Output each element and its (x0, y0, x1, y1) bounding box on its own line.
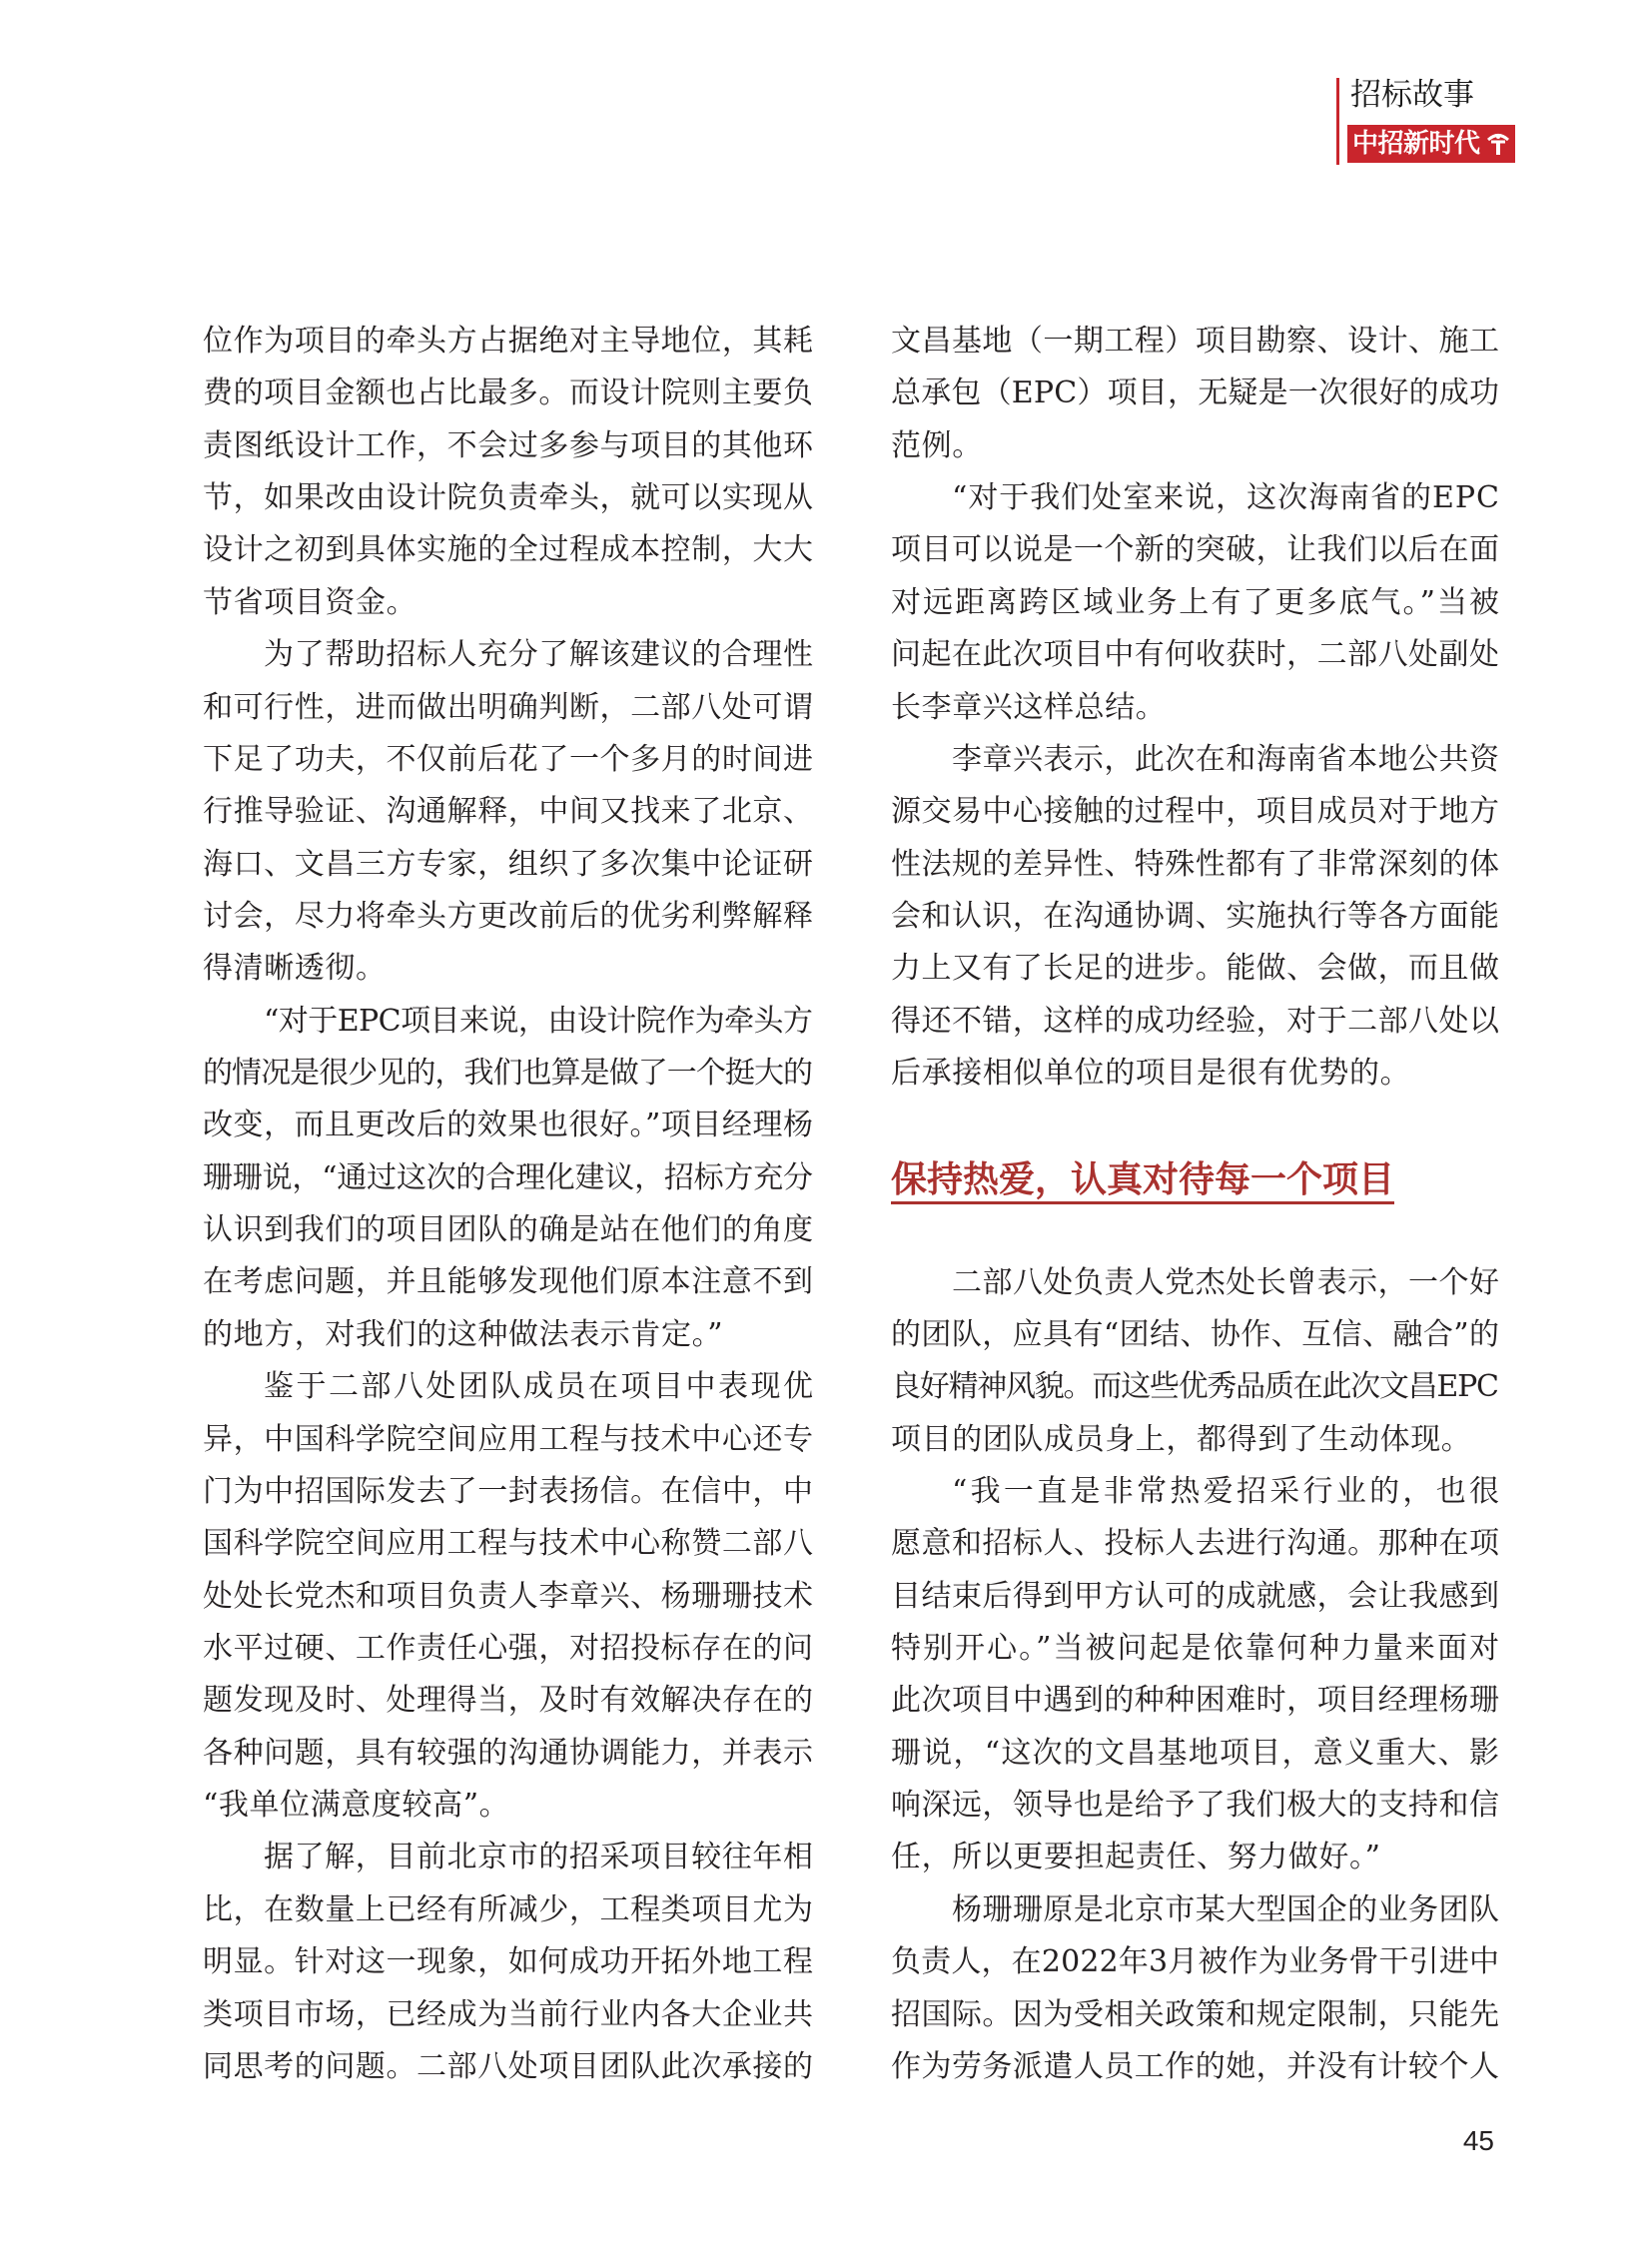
paragraph (891, 1466, 1503, 1884)
body-text-line: 任，所以更要担起责任、努力做好。” (891, 1840, 1381, 1875)
body-text-line: 负责人，在2022年3月被作为业务骨干引进中 (891, 1944, 1500, 1980)
body-text-line: 性法规的差异性、特殊性都有了非常深刻的体 (891, 846, 1500, 882)
body-text-line: 明显。针对这一现象，如何成功开拓外地工程 (203, 1944, 814, 1980)
body-text-line: 鉴于二部八处团队成员在项目中表现优 (264, 1369, 816, 1405)
body-text-line: 认识到我们的项目团队的确是站在他们的角度 (203, 1212, 814, 1248)
body-text-line: 的情况是很少见的，我们也算是做了一个挺大的 (203, 1056, 813, 1092)
body-text-line: 为了帮助招标人充分了解该建议的合理性 (264, 637, 814, 673)
left-column (203, 316, 816, 2093)
body-text-line: 和可行性，进而做出明确判断，二部八处可谓 (203, 689, 814, 725)
body-text-line: 讨会，尽力将牵头方更改前后的优劣利弊解释 (203, 898, 814, 934)
paragraph (203, 996, 813, 1362)
body-text-line: 后承接相似单位的项目是很有优势的。 (891, 1056, 1411, 1092)
brand-logo-icon (1485, 130, 1511, 158)
body-text-line: 同思考的问题。二部八处项目团队此次承接的 (203, 2048, 814, 2084)
body-text-line: 设计之初到具体实施的全过程成本控制，大大 (203, 532, 814, 568)
body-text-line: 问起在此次项目中有何收获时，二部八处副处 (891, 637, 1500, 673)
paragraph (891, 1257, 1499, 1466)
section-heading: 保持热爱，认真对待每一个项目 (891, 1159, 1394, 1204)
brand-name: 中招新时代 (1352, 129, 1480, 159)
section-title: 招标故事 (1350, 77, 1474, 113)
body-text-line: 总承包（EPC）项目，无疑是一次很好的成功 (891, 375, 1500, 411)
body-text-line: 项目可以说是一个新的突破，让我们以后在面 (891, 532, 1500, 568)
body-text-line: 处处长党杰和项目负责人李章兴、杨珊珊技术 (203, 1578, 814, 1614)
body-text-line: 文昌基地（一期工程）项目勘察、设计、施工 (891, 324, 1500, 359)
body-text-line: 会和认识，在沟通协调、实施执行等各方面能 (891, 898, 1500, 934)
body-text-line: 责图纸设计工作，不会过多参与项目的其他环 (203, 427, 814, 463)
body-text-line: 珊说，“这次的文昌基地项目，意义重大、影 (891, 1735, 1501, 1771)
body-text-line: 节，如果改由设计院负责牵头，就可以实现从 (203, 480, 814, 516)
section-heading-block (891, 1100, 1499, 1256)
body-text-line: “对于EPC项目来说，由设计院作为牵头方 (264, 1003, 813, 1039)
body-text-line: 得还不错，这样的成功经验，对于二部八处以 (891, 1003, 1500, 1039)
body-text-line: 李章兴表示，此次在和海南省本地公共资 (952, 741, 1500, 777)
body-text-line: 力上又有了长足的进步。能做、会做，而且做 (891, 951, 1500, 987)
right-column (891, 316, 1503, 2093)
body-text-line: 门为中招国际发去了一封表扬信。在信中，中 (203, 1473, 814, 1509)
body-text-line: 的团队，应具有“团结、协作、互信、融合”的 (891, 1316, 1500, 1352)
body-text-line: 珊珊说，“通过这次的合理化建议，招标方充分 (203, 1159, 813, 1195)
header-divider (1336, 78, 1339, 165)
body-text-line: 愿意和招标人、投标人去进行沟通。那种在项 (891, 1526, 1500, 1562)
body-text-line: 良好精神风貌。而这些优秀品质在此次文昌EPC (891, 1369, 1498, 1405)
brand-badge (1347, 125, 1515, 163)
body-text-line: 各种问题，具有较强的沟通协调能力，并表示 (203, 1735, 814, 1771)
paragraph (891, 316, 1499, 472)
body-text-line: 此次项目中遇到的种种困难时，项目经理杨珊 (891, 1683, 1500, 1719)
body-text-line: 杨珊珊原是北京市某大型国企的业务团队 (952, 1891, 1500, 1927)
body-text-line: 据了解，目前北京市的招采项目较往年相 (264, 1840, 814, 1875)
body-text-line: 作为劳务派遣人员工作的她，并没有计较个人 (891, 2048, 1500, 2084)
body-text-line: 比，在数量上已经有所减少，工程类项目尤为 (203, 1891, 814, 1927)
body-text-line: “我一直是非常热爱招采行业的，也很 (952, 1473, 1503, 1509)
body-text-line: 异，中国科学院空间应用工程与技术中心还专 (203, 1421, 814, 1457)
body-text-line: 项目的团队成员身上，都得到了生动体现。 (891, 1421, 1472, 1457)
page-number: 45 (1462, 2125, 1494, 2156)
body-text-line: 范例。 (891, 427, 983, 463)
body-text-line: 节省项目资金。 (203, 584, 417, 620)
body-text-line: 题发现及时、处理得当，及时有效解决存在的 (203, 1683, 814, 1719)
body-text-line: 得清晰透彻。 (203, 951, 387, 987)
paragraph (203, 1361, 816, 1832)
body-text-line: 海口、文昌三方专家，组织了多次集中论证研 (203, 846, 814, 882)
body-text-line: 响深远，领导也是给予了我们极大的支持和信 (891, 1788, 1500, 1824)
body-text-line: 对远距离跨区域业务上有了更多底气。”当被 (891, 584, 1502, 620)
body-text-line: 源交易中心接触的过程中，项目成员对于地方 (891, 794, 1500, 830)
body-text-line: 的地方，对我们的这种做法表示肯定。” (203, 1316, 724, 1352)
body-text-line: 长李章兴这样总结。 (891, 689, 1167, 725)
body-text-line: “我单位满意度较高”。 (203, 1788, 510, 1824)
body-text-line: 改变，而且更改后的效果也很好。”项目经理杨 (203, 1108, 814, 1143)
body-text-line: 特别开心。”当被问起是依靠何种力量来面对 (891, 1631, 1502, 1667)
body-text-line: 在考虑问题，并且能够发现他们原本注意不到 (203, 1264, 814, 1300)
paragraph (891, 1884, 1499, 2093)
paragraph (203, 316, 813, 629)
body-text-line: 目结束后得到甲方认可的成就感，会让我感到 (891, 1578, 1500, 1614)
body-text-line: 水平过硬、工作责任心强，对招投标存在的问 (203, 1630, 814, 1666)
body-text-line: 位作为项目的牵头方占据绝对主导地位，其耗 (203, 324, 814, 359)
body-text-line: 类项目市场，已经成为当前行业内各大企业共 (203, 1996, 814, 2032)
body-text-line: 二部八处负责人党杰处长曾表示，一个好 (952, 1264, 1500, 1300)
body-text-line: 招国际。因为受相关政策和规定限制，只能先 (891, 1996, 1500, 2032)
paragraph (891, 734, 1499, 1101)
body-text-line: 行推导验证、沟通解释，中间又找来了北京、 (203, 794, 814, 830)
body-text-line: 费的项目金额也占比最多。而设计院则主要负 (203, 375, 814, 411)
body-text-line: 下足了功夫，不仅前后花了一个多月的时间进 (203, 741, 814, 777)
paragraph (203, 1832, 813, 2093)
body-text-line: “对于我们处室来说，这次海南省的EPC (952, 480, 1500, 516)
body-text-line: 国科学院空间应用工程与技术中心称赞二部八 (203, 1526, 814, 1562)
paragraph (891, 472, 1502, 734)
paragraph (203, 629, 813, 996)
